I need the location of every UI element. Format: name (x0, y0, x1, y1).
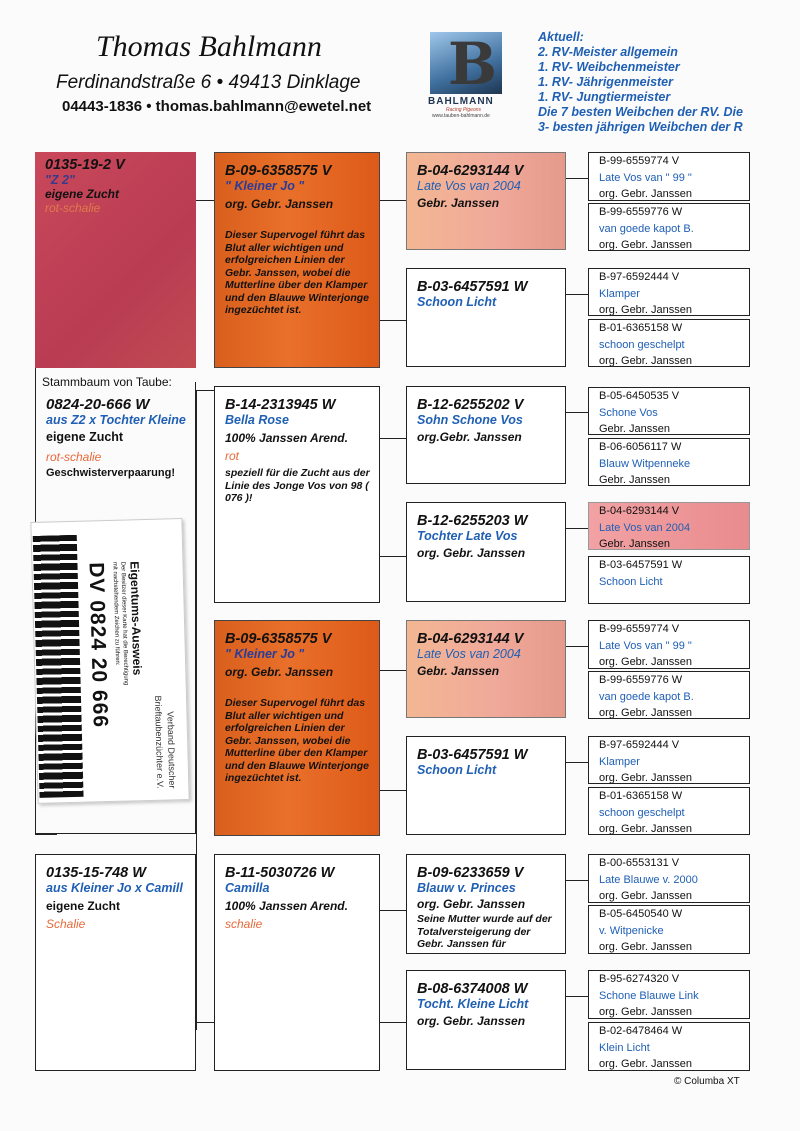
g3-5: B-04-6293144 V Late Vos van 2004 Gebr. Janssen (406, 620, 566, 718)
g4-7: B-04-6293144 V Late Vos van 2004 Gebr. Janssen (588, 502, 750, 550)
g3-6: B-03-6457591 W Schoon Licht (406, 736, 566, 835)
g4-5: B-05-6450535 V Schone Vos Gebr. Janssen (588, 387, 750, 435)
g4-13: B-00-6553131 V Late Blauwe v. 2000 org. Gebr. Janssen (588, 854, 750, 903)
sire-a: B-09-6358575 V " Kleiner Jo " org. Gebr. Janssen Dieser Supervogel führt das Blut aller wichtigen und erfolgreichen Linien der Gebr. Janssen, wobei die Mutterline über den Klamper und den Blauwe Winterjonge ingezüchtet ist. (214, 152, 380, 368)
breeder-name: Thomas Bahlmann (96, 30, 322, 63)
g4-12: B-01-6365158 W schoon geschelpt org. Gebr. Janssen (588, 787, 750, 835)
g3-4: B-12-6255203 W Tochter Late Vos org. Gebr. Janssen (406, 502, 566, 602)
g3-2: B-03-6457591 W Schoon Licht (406, 268, 566, 367)
g4-15: B-95-6274320 V Schone Blauwe Link org. Gebr. Janssen (588, 970, 750, 1019)
g4-8: B-03-6457591 W Schoon Licht (588, 556, 750, 604)
g4-10: B-99-6559776 W van goede kapot B. org. Gebr. Janssen (588, 671, 750, 719)
dam-d: B-11-5030726 W Camilla 100% Janssen Arend. schalie (214, 854, 380, 1071)
g4-9: B-99-6559774 V Late Vos van " 99 " org. Gebr. Janssen (588, 620, 750, 669)
main-bird: 0824-20-666 W aus Z2 x Tochter Kleine eigene Zucht rot-schalie Geschwisterverpaarung! (35, 382, 196, 834)
g4-3: B-97-6592444 V Klamper org. Gebr. Janssen (588, 268, 750, 316)
dam-b: B-14-2313945 W Bella Rose 100% Janssen Arend. rot speziell für die Zucht aus der Linie des Jonge Vos von 98 ( 076 )! (214, 386, 380, 603)
ownership-card: Verband Deutscher Brieftaubenzüchter e.V. Eigentums-Ausweis Der Besitzer dieser Karte hat die Berechtigung mit nachstehendem Zeichen zu führen: DV 0824 20 666 (30, 518, 187, 802)
breeder-address: Ferdinandstraße 6 • 49413 Dinklage (56, 72, 361, 93)
bahlmann-logo: B BAHLMANN Racing Pigeons www.tauben-bahlmann.de (428, 32, 506, 120)
stammbaum-label: Stammbaum von Taube: (42, 375, 172, 389)
g4-11: B-97-6592444 V Klamper org. Gebr. Janssen (588, 736, 750, 784)
g3-7: B-09-6233659 V Blauw v. Princes org. Gebr. Janssen Seine Mutter wurde auf der Totalversteigerung der Gebr. Janssen für (406, 854, 566, 954)
achievements: Aktuell: 2. RV-Meister allgemein 1. RV- Weibchenmeister 1. RV- Jährigenmeister 1. RV- Jungtiermeister Die 7 besten Weibchen der RV. Die 3- besten jährigen Weibchen der R (538, 30, 743, 134)
breeder-contact: 04443-1836 • thomas.bahlmann@ewetel.net (62, 98, 372, 115)
g4-16: B-02-6478464 W Klein Licht org. Gebr. Janssen (588, 1022, 750, 1071)
g3-8: B-08-6374008 W Tocht. Kleine Licht org. Gebr. Janssen (406, 970, 566, 1070)
mother-bird: 0135-15-748 W aus Kleiner Jo x Camill eigene Zucht Schalie (35, 854, 196, 1071)
g3-3: B-12-6255202 V Sohn Schone Vos org.Gebr. Janssen (406, 386, 566, 484)
g4-1: B-99-6559774 V Late Vos van " 99 " org. Gebr. Janssen (588, 152, 750, 201)
g4-2: B-99-6559776 W van goede kapot B. org. Gebr. Janssen (588, 203, 750, 251)
g4-4: B-01-6365158 W schoon geschelpt org. Gebr. Janssen (588, 319, 750, 367)
g4-14: B-05-6450540 W v. Witpenicke org. Gebr. Janssen (588, 905, 750, 954)
photo-placeholder: 0135-19-2 V "Z 2" eigene Zucht rot-schalie (35, 152, 196, 368)
footer-copyright: © Columba XT (674, 1076, 740, 1087)
g4-6: B-06-6056117 W Blauw Witpenneke Gebr. Janssen (588, 438, 750, 486)
g3-1: B-04-6293144 V Late Vos van 2004 Gebr. Janssen (406, 152, 566, 250)
sire-c: B-09-6358575 V " Kleiner Jo " org. Gebr. Janssen Dieser Supervogel führt das Blut aller wichtigen und erfolgreichen Linien der Gebr. Janssen, wobei die Mutterline über den Klamper und den Blauwe Winterjonge ingezüchtet ist. (214, 620, 380, 836)
